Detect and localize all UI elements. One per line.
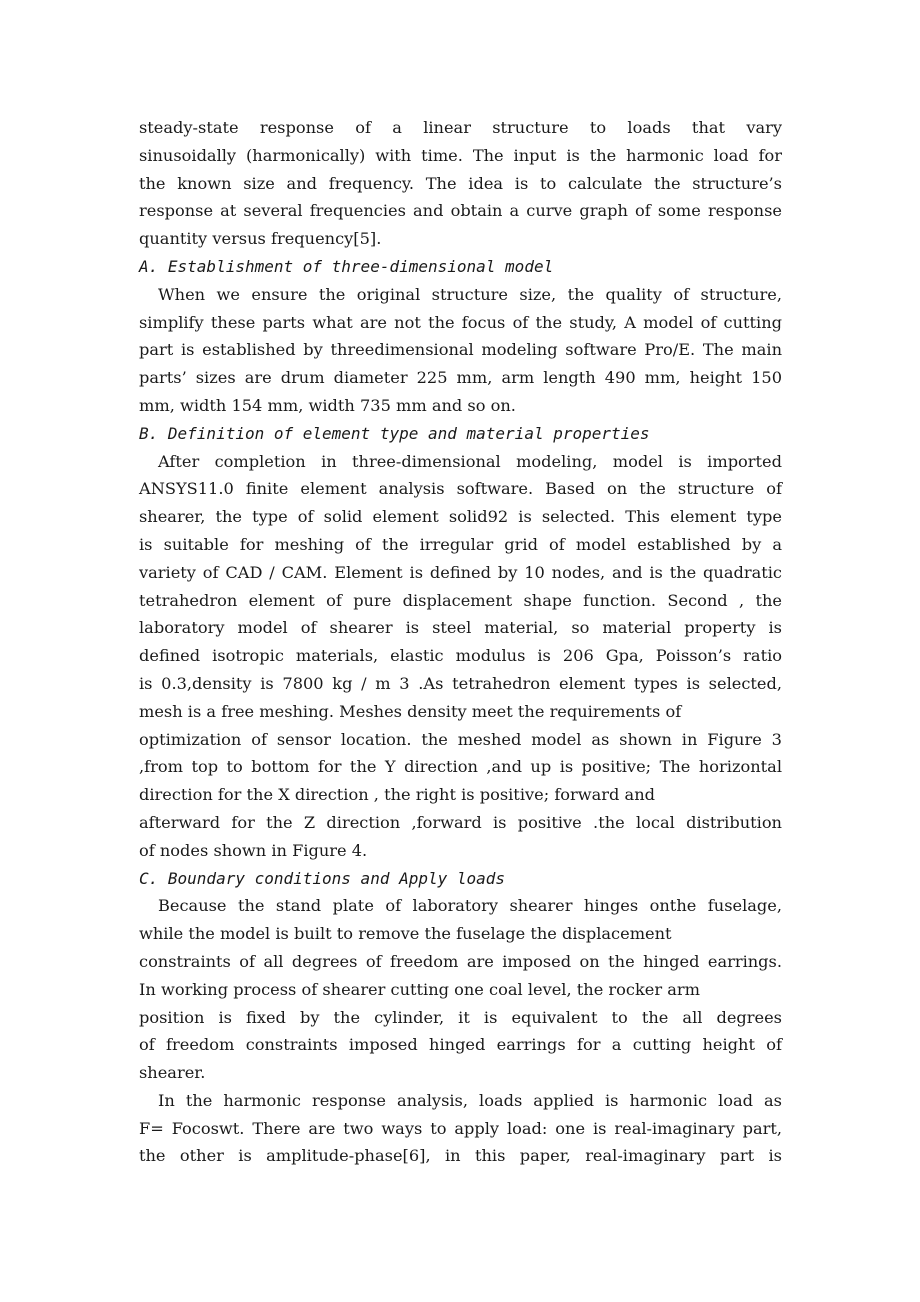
text-line: parts’ sizes are drum diameter 225 mm, arm length 490 mm, height 150 xyxy=(139,368,782,388)
text-line: simplify these parts what are not the focus of the study, A model of cutting xyxy=(139,312,782,332)
paragraph-section-c xyxy=(139,892,782,1087)
text-line: After completion in three-dimensional modeling, model is imported xyxy=(158,451,782,471)
text-line: In the harmonic response analysis, loads applied is harmonic load as xyxy=(158,1090,782,1110)
text-line: shearer, the type of solid element solid92 is selected. This element type xyxy=(139,507,782,527)
text-line: is 0.3,density is 7800 kg / m 3 .As tetrahedron element types is selected, xyxy=(139,673,782,693)
paragraph-section-b xyxy=(139,448,782,865)
text-line: When we ensure the original structure size, the quality of structure, xyxy=(158,284,782,304)
section-heading-a: A. Establishment of three-dimensional model xyxy=(139,256,554,276)
text-line: F= Focoswt. There are two ways to apply load: one is real-imaginary part, xyxy=(139,1118,782,1138)
text-line: direction for the X direction , the right is positive; forward and xyxy=(139,785,655,805)
text-line: Because the stand plate of laboratory shearer hinges onthe fuselage, xyxy=(158,896,782,916)
text-line: mesh is a free meshing. Meshes density meet the requirements of xyxy=(139,701,682,721)
text-line: the known size and frequency. The idea is to calculate the structure’s xyxy=(139,173,782,193)
text-line: while the model is built to remove the fuselage the displacement xyxy=(139,924,672,944)
text-line: In working process of shearer cutting one coal level, the rocker arm xyxy=(139,979,700,999)
text-line: of freedom constraints imposed hinged earrings for a cutting height of xyxy=(139,1035,782,1055)
text-line: sinusoidally (harmonically) with time. The input is the harmonic load for xyxy=(139,145,782,165)
text-line: quantity versus frequency[5]. xyxy=(139,229,382,249)
text-line: defined isotropic materials, elastic modulus is 206 Gpa, Poisson’s ratio xyxy=(139,646,782,666)
text-line: part is established by threedimensional modeling software Pro/E. The main xyxy=(139,340,782,360)
text-line: optimization of sensor location. the meshed model as shown in Figure 3 xyxy=(139,729,782,749)
text-line: steady-state response of a linear structure to loads that vary xyxy=(139,118,782,137)
text-line: of nodes shown in Figure 4. xyxy=(139,840,368,860)
document-page xyxy=(139,114,782,1170)
paragraph-intro xyxy=(139,114,782,253)
text-line: ANSYS11.0 finite element analysis software. Based on the structure of xyxy=(139,479,782,499)
paragraph-section-c-2 xyxy=(139,1087,782,1170)
text-line: is suitable for meshing of the irregular grid of model established by a xyxy=(139,534,782,554)
text-line: shearer. xyxy=(139,1063,206,1083)
text-line: position is fixed by the cylinder, it is equivalent to the all degrees xyxy=(139,1007,782,1027)
text-line: afterward for the Z direction ,forward is positive .the local distribution xyxy=(139,812,782,832)
text-line: variety of CAD / CAM. Element is defined by 10 nodes, and is the quadratic xyxy=(139,562,782,582)
text-line: laboratory model of shearer is steel material, so material property is xyxy=(139,618,782,638)
paragraph-section-a xyxy=(139,281,782,420)
text-line: constraints of all degrees of freedom are imposed on the hinged earrings. xyxy=(139,951,782,971)
text-line: the other is amplitude-phase[6], in this paper, real-imaginary part is xyxy=(139,1146,782,1166)
text-line: response at several frequencies and obtain a curve graph of some response xyxy=(139,201,782,221)
section-heading-c: C. Boundary conditions and Apply loads xyxy=(139,868,506,888)
section-heading-b: B. Definition of element type and material properties xyxy=(139,423,650,443)
text-line: mm, width 154 mm, width 735 mm and so on. xyxy=(139,395,516,415)
text-line: ,from top to bottom for the Y direction ,and up is positive; The horizontal xyxy=(139,757,782,777)
text-line: tetrahedron element of pure displacement shape function. Second , the xyxy=(139,590,782,610)
